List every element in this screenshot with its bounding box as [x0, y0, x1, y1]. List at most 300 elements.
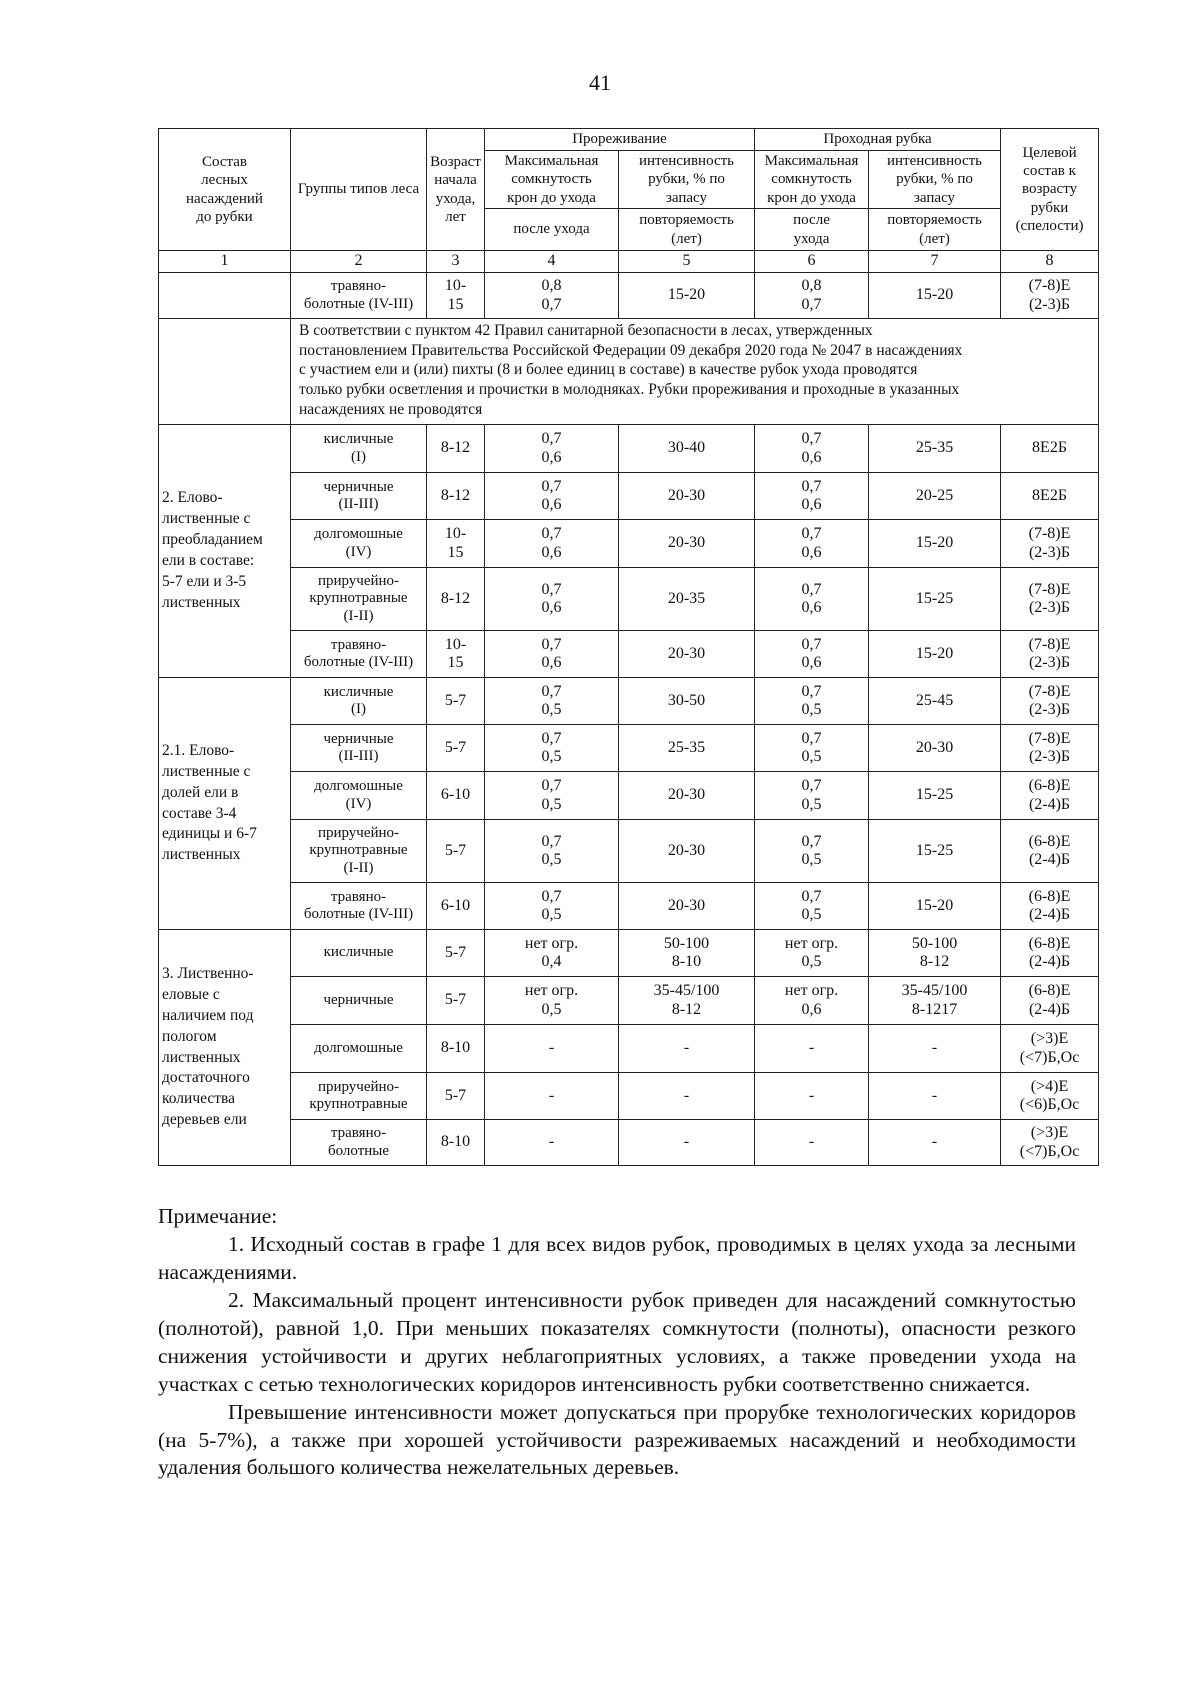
care-age	[427, 820, 485, 883]
cell-line: повторяемость	[887, 212, 982, 229]
table-cell	[755, 1120, 869, 1166]
cell-line: кисличные	[323, 683, 394, 700]
cell-line: крупнотравные	[309, 590, 408, 607]
care-age	[427, 273, 485, 319]
cell-text: 3	[451, 252, 460, 270]
table-cell	[755, 977, 869, 1025]
cell-line: (IV)	[345, 795, 372, 812]
table-cell	[869, 725, 1001, 772]
care-age	[427, 1073, 485, 1120]
table-cell	[619, 725, 755, 772]
cell-line: лесных	[201, 172, 248, 189]
target-composition	[1001, 930, 1099, 977]
cell-line: (2-3)Б	[1028, 295, 1071, 313]
cell-line: -	[548, 1086, 555, 1104]
cell-line: 0,7	[801, 580, 822, 598]
cell-line: достаточного	[162, 1069, 250, 1087]
cell-line: (7-8)Е	[1028, 635, 1071, 653]
cell-line: 8-12	[440, 486, 471, 504]
cell-line: 35-45/100	[901, 982, 968, 1000]
care-age	[427, 1025, 485, 1073]
cell-line: 0,7	[801, 635, 822, 653]
cell-line: повторяемость	[639, 212, 734, 229]
cell-line: ели в составе:	[162, 552, 255, 569]
care-age	[427, 678, 485, 725]
table-cell	[755, 883, 869, 930]
cell-text: 30-50	[667, 691, 706, 709]
cell-line: (7-8)Е	[1028, 525, 1071, 543]
table-cell	[485, 725, 619, 772]
table-cell	[485, 678, 619, 725]
cell-line: 15	[447, 543, 464, 561]
cell-line: интенсивность	[638, 153, 735, 170]
table-cell	[869, 1073, 1001, 1120]
column-number	[159, 251, 291, 273]
table-cell	[619, 425, 755, 473]
cell-line: 0,7	[541, 887, 562, 905]
forest-type	[291, 977, 427, 1025]
column-number	[1001, 251, 1099, 273]
care-age	[427, 1120, 485, 1166]
cell-line: долгомошные	[314, 526, 403, 543]
table-cell	[869, 1120, 1001, 1166]
header-passage-cut	[755, 129, 1001, 151]
cell-line: кисличные	[323, 944, 394, 961]
cell-line: (2-4)Б	[1028, 851, 1071, 868]
cell-line: 0,7	[541, 525, 562, 543]
cell-line: количества	[162, 1090, 236, 1108]
cell-line: черничные	[323, 730, 394, 747]
cell-line: приручейно-	[317, 1078, 400, 1095]
cell-line: (лет)	[671, 230, 702, 247]
table-cell	[619, 883, 755, 930]
cell-line: (лет)	[919, 230, 950, 247]
cell-line: преобладанием	[162, 531, 263, 549]
forest-type	[291, 273, 427, 319]
table-cell	[755, 820, 869, 883]
cell-line: 0,5	[801, 701, 822, 718]
cell-line: рубки	[1030, 199, 1069, 216]
table-cell	[869, 678, 1001, 725]
cell-line: болотные (IV-III)	[303, 654, 414, 670]
cell-text: 20-30	[915, 738, 954, 756]
cell-text: 15-20	[915, 644, 954, 662]
care-age	[427, 520, 485, 568]
cell-line: ухода	[793, 230, 830, 247]
cell-line: 35-45/100	[653, 982, 720, 1000]
table-cell	[869, 631, 1001, 678]
target-composition	[1001, 473, 1099, 520]
care-age	[427, 883, 485, 930]
cell-text: 15-20	[915, 286, 954, 304]
cell-line: возрасту	[1021, 181, 1078, 198]
cell-line: нет огр.	[784, 982, 839, 1000]
table-cell	[619, 520, 755, 568]
cell-line: 5-7	[444, 738, 467, 756]
cell-line: единицы и 6-7	[162, 825, 257, 843]
cell-line: крупнотравные	[309, 842, 408, 859]
cell-line: -	[808, 1039, 815, 1057]
cell-line: 5-7	[444, 1086, 467, 1104]
forest-type	[291, 1025, 427, 1073]
header-intensity	[869, 151, 1001, 209]
cell-line: лиственные с	[162, 510, 251, 528]
header-intensity	[619, 151, 755, 209]
forest-type	[291, 725, 427, 772]
note-item-3: Превышение интенсивности может допускаться при прорубке технологических коридоров (на 5-7%), а также при хорошей устойчивости разреживаемых насаждений и необходимости удаления большого количества нежелательных деревьев.	[158, 1399, 1076, 1480]
cell-line: В соответствии с пунктом 42 Правил санитарной безопасности в лесах, утвержденных	[299, 322, 873, 339]
cell-line: 6-10	[440, 896, 471, 914]
notes-section	[158, 1203, 1076, 1482]
target-composition	[1001, 568, 1099, 631]
cell-line: 8Е2Б	[1032, 486, 1068, 504]
cell-text: 15-20	[915, 534, 954, 552]
table-cell	[869, 772, 1001, 820]
cell-line: 0,6	[541, 496, 562, 513]
cell-line: 8-10	[440, 1039, 471, 1057]
cell-line: (>4)Е	[1030, 1077, 1069, 1095]
cell-text: 7	[930, 252, 939, 270]
table-cell	[619, 772, 755, 820]
cell-line: 0,7	[541, 682, 562, 700]
table-cell	[619, 273, 755, 319]
cell-line: 0,7	[541, 295, 562, 313]
cell-line: (2-3)Б	[1028, 748, 1071, 765]
target-composition	[1001, 678, 1099, 725]
cell-line: 8-12	[671, 1000, 702, 1018]
table-cell	[619, 473, 755, 520]
cell-line: (I-II)	[343, 859, 374, 876]
cell-line: наличием под	[162, 1006, 254, 1024]
cell-line: 5-7 ели и 3-5	[162, 572, 247, 590]
cell-line: (I-II)	[343, 607, 374, 624]
cell-line: (6-8)Е	[1028, 777, 1071, 795]
cell-line: только рубки осветления и прочистки в молодняках. Рубки прореживания и проходные в указанных	[299, 381, 960, 399]
cell-line: долгомошные	[314, 778, 403, 795]
cell-text: 20-35	[667, 589, 706, 607]
cell-text: 20-30	[667, 644, 706, 662]
cell-line: (6-8)Е	[1028, 832, 1071, 850]
cell-line: 0,6	[801, 448, 822, 466]
cell-line: 0,6	[801, 543, 822, 561]
cell-line: 0,7	[541, 477, 562, 495]
cell-line: 0,5	[801, 795, 822, 813]
cell-text: 25-35	[915, 439, 954, 457]
cell-line: еловые с	[162, 985, 220, 1003]
note-item-1: 1. Исходный состав в графе 1 для всех видов рубок, проводимых в целях ухода за лесными насаждениями.	[158, 1231, 1076, 1284]
column-number	[485, 251, 619, 273]
cell-line: 0,6	[541, 654, 562, 671]
header-repeat	[869, 209, 1001, 251]
cell-line: (2-4)Б	[1028, 906, 1071, 923]
cell-line: (I)	[351, 448, 366, 465]
cell-line: кисличные	[323, 431, 394, 448]
target-composition	[1001, 883, 1099, 930]
care-age	[427, 725, 485, 772]
table-cell	[869, 473, 1001, 520]
cell-line: (>3)Е	[1030, 1124, 1069, 1142]
cell-text: 15-25	[915, 841, 954, 859]
care-age	[427, 930, 485, 977]
cell-line: 5-7	[444, 991, 467, 1009]
table-cell	[869, 930, 1001, 977]
table-cell	[619, 977, 755, 1025]
forest-type	[291, 520, 427, 568]
cell-text: Группы типов леса	[297, 181, 420, 198]
cell-text: 15-20	[667, 286, 706, 304]
cell-line: черничные	[323, 991, 394, 1008]
forest-type	[291, 1120, 427, 1166]
table-cell	[485, 977, 619, 1025]
cell-line: 10-	[444, 277, 467, 295]
table-cell	[869, 425, 1001, 473]
cell-line: 5-7	[444, 691, 467, 709]
cell-text: Прореживание	[572, 131, 667, 148]
table-cell	[755, 725, 869, 772]
note-item-2: 2. Максимальный процент интенсивности рубок приведен для насаждений сомкнутостью (полнотой), равной 1,0. При меньших показателях сомкнутости (полноты), опасности резкого снижения устойчивости и других неблагоприятных условиях, а также проведении ухода на участках с сетью технологических коридоров интенсивность рубки соответственно снижается.	[158, 1287, 1076, 1396]
cell-line: рубки, % по	[648, 171, 725, 188]
cell-text: 20-30	[667, 786, 706, 804]
cell-line: -	[548, 1039, 555, 1057]
cell-line: (2-4)Б	[1028, 795, 1071, 813]
cell-line: (7-8)Е	[1028, 682, 1071, 700]
cell-line: -	[808, 1133, 815, 1151]
cell-line: травяно-	[330, 278, 387, 295]
cell-line: 0,7	[541, 729, 562, 747]
cell-line: (7-8)Е	[1028, 580, 1071, 598]
cell-line: пологом	[162, 1027, 217, 1045]
forest-type	[291, 930, 427, 977]
table-cell	[485, 425, 619, 473]
cell-line: травяно-	[330, 888, 387, 905]
page-number: 41	[589, 70, 611, 95]
cell-line: 0,6	[801, 654, 822, 671]
cell-text: 25-35	[667, 738, 706, 756]
table-cell	[755, 520, 869, 568]
cell-line: 8-12	[440, 439, 471, 457]
cell-line: 0,5	[541, 851, 562, 868]
cell-line: 0,5	[801, 953, 822, 970]
header-composition	[159, 129, 291, 251]
cell-line: травяно-	[330, 636, 387, 653]
header-repeat	[619, 209, 755, 251]
cell-line: 0,7	[541, 430, 562, 448]
target-composition	[1001, 725, 1099, 772]
cell-line: 2.1. Елово-	[162, 741, 235, 759]
target-composition	[1001, 772, 1099, 820]
cell-line: -	[683, 1039, 690, 1057]
cell-line: (7-8)Е	[1028, 729, 1071, 747]
cell-line: (<6)Б,Ос	[1019, 1096, 1080, 1113]
cell-line: -	[548, 1133, 555, 1151]
forest-type	[291, 568, 427, 631]
table-cell	[755, 425, 869, 473]
cell-text: 20-30	[667, 534, 706, 552]
cell-line: Возраст	[430, 153, 481, 170]
cell-line: состав к	[1023, 163, 1076, 180]
cell-line: рубки, % по	[896, 171, 973, 188]
forest-type	[291, 425, 427, 473]
cell-line: 0,5	[801, 748, 822, 765]
cell-line: (2-3)Б	[1028, 701, 1071, 718]
header-forest-types	[291, 129, 427, 251]
cell-line: лиственных	[162, 846, 241, 864]
cell-text: 15-25	[915, 589, 954, 607]
cell-text: 20-30	[667, 896, 706, 914]
cell-line: долей ели в	[162, 783, 239, 801]
target-composition	[1001, 1025, 1099, 1073]
cell-line: составе 3-4	[162, 804, 237, 822]
cell-line: деревьев ели	[162, 1111, 247, 1129]
cell-line: -	[931, 1133, 938, 1151]
cell-line: (>3)Е	[1030, 1030, 1069, 1048]
cell-line: 0,5	[541, 701, 562, 718]
cell-line: насаждений	[186, 190, 263, 207]
cell-text: 15-20	[915, 896, 954, 914]
cell-line: запасу	[914, 189, 956, 206]
header-after-care	[755, 209, 869, 251]
cell-line: 0,8	[541, 277, 562, 295]
table-cell	[485, 273, 619, 319]
cell-line: 0,7	[541, 635, 562, 653]
table-cell	[869, 883, 1001, 930]
cell-line: 8Е2Б	[1032, 439, 1068, 457]
table-cell	[619, 678, 755, 725]
column-number	[755, 251, 869, 273]
table-cell	[485, 930, 619, 977]
cell-line: -	[931, 1086, 938, 1104]
cell-line: 8-1217	[911, 1000, 958, 1018]
target-composition	[1001, 520, 1099, 568]
group-cell-empty	[159, 319, 291, 425]
cell-line: начала	[434, 172, 477, 189]
cell-line: 3. Лиственно-	[162, 964, 254, 982]
cell-line: 2. Елово-	[162, 489, 223, 507]
cell-line: приручейно-	[317, 825, 400, 842]
cell-line: после	[793, 212, 830, 229]
cell-line: черничные	[323, 478, 394, 495]
cell-line: (<7)Б,Ос	[1019, 1142, 1080, 1160]
cell-line: 8-12	[440, 589, 471, 607]
cell-line: 0,7	[801, 729, 822, 747]
header-max-closure	[485, 151, 619, 209]
cell-text: 2	[354, 252, 363, 270]
cell-line: 0,7	[801, 777, 822, 795]
cell-line: 0,7	[801, 295, 822, 313]
cell-line: лиственные с	[162, 762, 251, 780]
forest-care-table	[158, 128, 1099, 1166]
group-label	[159, 678, 291, 930]
table-cell	[755, 568, 869, 631]
table-cell	[619, 631, 755, 678]
target-composition	[1001, 1120, 1099, 1166]
table-cell	[485, 1073, 619, 1120]
table-cell	[869, 820, 1001, 883]
table-cell	[869, 273, 1001, 319]
cell-line: лиственных	[162, 1048, 241, 1066]
table-cell	[485, 1025, 619, 1073]
table-cell	[869, 520, 1001, 568]
cell-line: 0,7	[801, 832, 822, 850]
cell-line: 0,7	[541, 777, 562, 795]
target-composition	[1001, 425, 1099, 473]
cell-line: нет огр.	[524, 982, 579, 1000]
cell-line: нет огр.	[784, 934, 839, 952]
cell-line: болотные (IV-III)	[303, 906, 414, 922]
cell-line: (7-8)Е	[1028, 277, 1071, 295]
cell-line: 0,7	[801, 887, 822, 905]
cell-line: лиственных	[162, 593, 241, 611]
table-cell	[619, 1120, 755, 1166]
cell-text: Проходная рубка	[823, 131, 932, 148]
cell-line: -	[931, 1039, 938, 1057]
cell-line: 0,8	[801, 277, 822, 295]
cell-line: 0,6	[801, 1000, 822, 1018]
cell-line: 8-12	[919, 953, 950, 970]
forest-type	[291, 473, 427, 520]
forest-type	[291, 883, 427, 930]
cell-line: травяно-	[330, 1125, 387, 1142]
cell-text: 4	[547, 252, 556, 270]
cell-line: Целевой	[1022, 144, 1077, 161]
cell-line: (2-4)Б	[1028, 953, 1071, 970]
care-age	[427, 425, 485, 473]
table-cell	[755, 473, 869, 520]
cell-line: (II-III)	[338, 748, 379, 764]
cell-line: 0,7	[541, 832, 562, 850]
target-composition	[1001, 1073, 1099, 1120]
notes-heading: Примечание:	[158, 1204, 278, 1228]
cell-line: -	[683, 1086, 690, 1104]
cell-line: 8-10	[671, 953, 702, 970]
cell-line: (6-8)Е	[1028, 934, 1071, 952]
table-cell	[619, 568, 755, 631]
cell-line: 50-100	[911, 934, 958, 952]
table-cell	[485, 772, 619, 820]
cell-line: лет	[445, 208, 466, 225]
cell-line: болотные	[327, 1142, 390, 1159]
cell-line: 6-10	[440, 786, 471, 804]
cell-line: сомкнутость	[771, 171, 852, 188]
cell-line: 5-7	[444, 841, 467, 859]
table-cell	[869, 1025, 1001, 1073]
cell-line: (2-3)Б	[1028, 543, 1071, 561]
cell-text: 6	[807, 252, 816, 270]
cell-line: 15	[447, 295, 464, 313]
cell-line: (I)	[351, 701, 366, 717]
cell-text: после ухода	[513, 221, 590, 238]
group-label	[159, 425, 291, 678]
table-cell	[485, 631, 619, 678]
cell-line: с участием ели и (или) пихты (8 и более единиц в составе) в качестве рубок ухода проводятся	[299, 361, 918, 379]
cell-line: долгомошные	[314, 1039, 403, 1056]
cell-line: (6-8)Е	[1028, 982, 1071, 1000]
cell-line: крупнотравные	[309, 1096, 408, 1112]
cell-text: 1	[220, 252, 229, 270]
care-age	[427, 568, 485, 631]
group-cell-empty	[159, 273, 291, 319]
cell-line: (6-8)Е	[1028, 887, 1071, 905]
cell-text: 8	[1045, 252, 1054, 270]
forest-type	[291, 772, 427, 820]
table-cell	[619, 820, 755, 883]
table-cell	[755, 273, 869, 319]
table-cell	[755, 1025, 869, 1073]
cell-text: 20-30	[667, 841, 706, 859]
cell-line: запасу	[665, 189, 708, 206]
cell-line: болотные (IV-III)	[303, 295, 414, 312]
cell-line: (спелости)	[1015, 217, 1084, 234]
